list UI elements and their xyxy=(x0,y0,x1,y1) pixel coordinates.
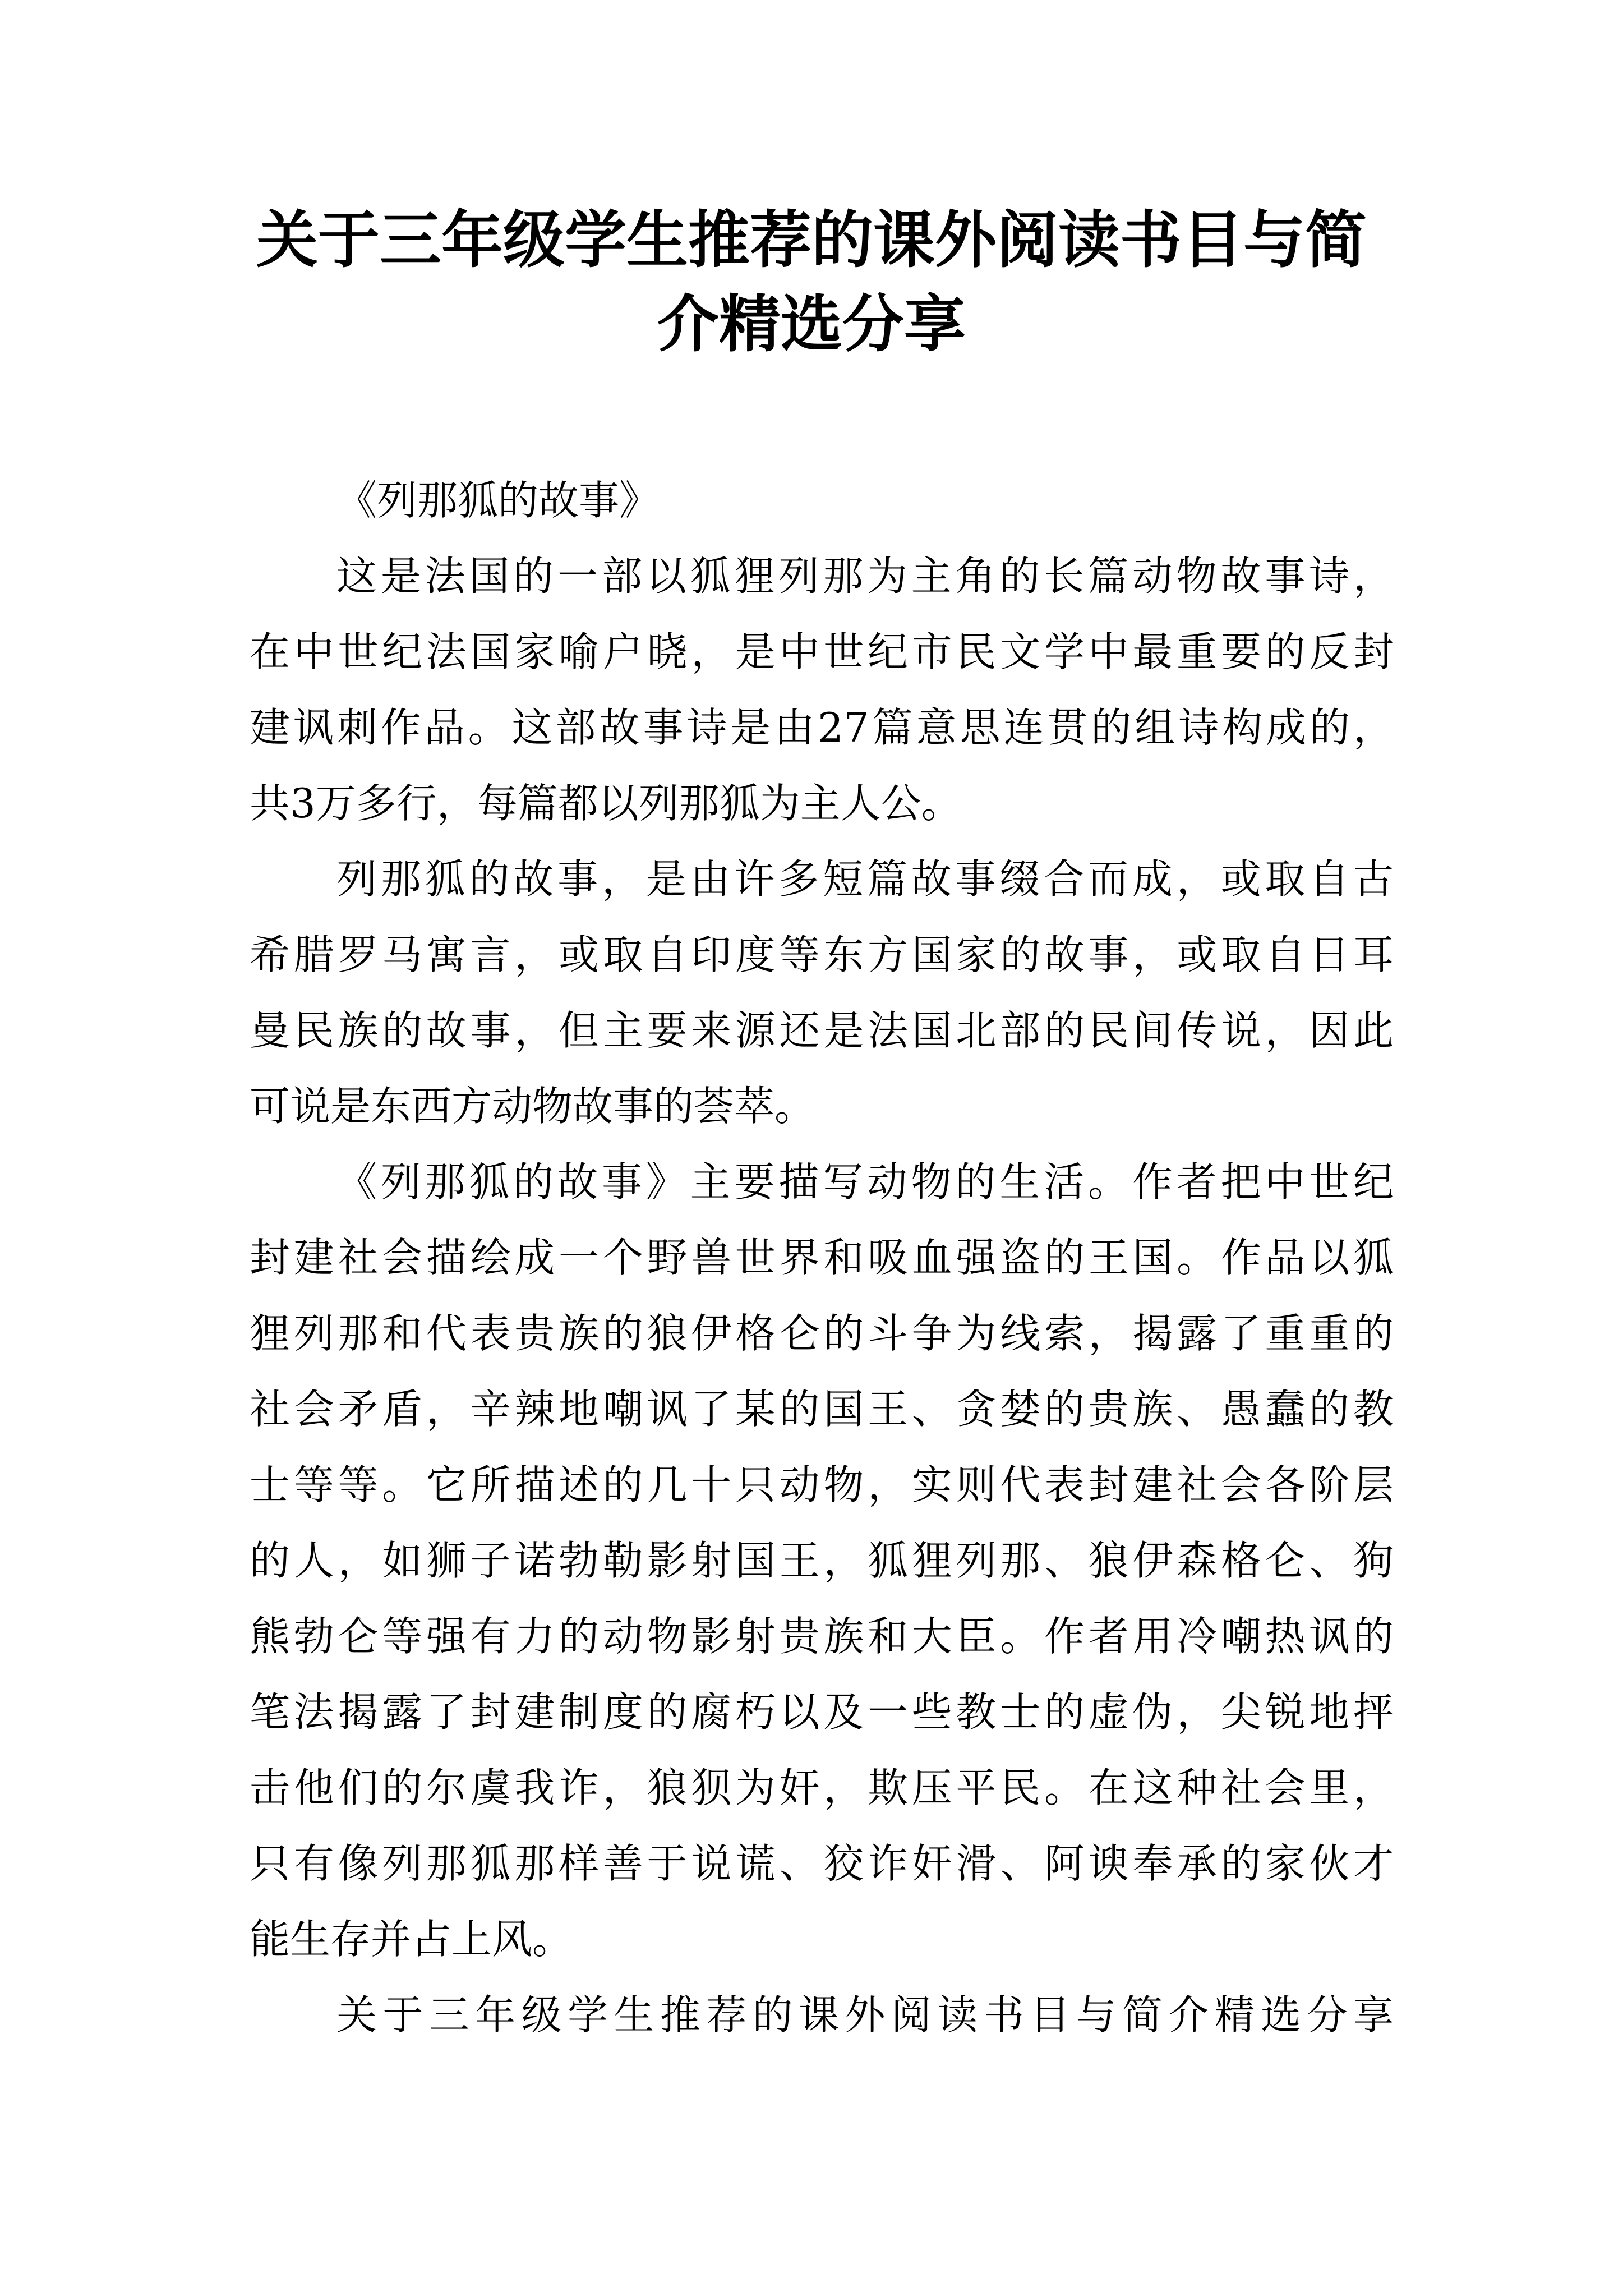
paragraph-3-line-8: 笔法揭露了封建制度的腐朽以及一些教士的虚伪，尖锐地抨 xyxy=(250,1688,1394,1736)
paragraph-2-line-4: 可说是东西方动物故事的荟萃。 xyxy=(250,1083,815,1130)
document-title-line-2: 介精选分享 xyxy=(657,288,966,360)
paragraph-3-line-2: 封建社会描绘成一个野兽世界和吸血强盗的王国。作品以狐 xyxy=(250,1234,1394,1281)
paragraph-3-line-5: 士等等。它所描述的几十只动物，实则代表封建社会各阶层 xyxy=(250,1461,1394,1508)
paragraph-2-line-1: 列那狐的故事，是由许多短篇故事缀合而成，或取自古 xyxy=(336,855,1394,903)
paragraph-1-line-4: 共3万多行，每篇都以列那狐为主人公。 xyxy=(250,780,962,827)
paragraph-2-line-3: 曼民族的故事，但主要来源还是法国北部的民间传说，因此 xyxy=(250,1007,1394,1054)
paragraph-3-line-10: 只有像列那狐那样善于说谎、狡诈奸滑、阿谀奉承的家伙才 xyxy=(250,1840,1394,1887)
paragraph-2-line-2: 希腊罗马寓言，或取自印度等东方国家的故事，或取自日耳 xyxy=(250,931,1394,978)
closing-line: 关于三年级学生推荐的课外阅读书目与简介精选分享 xyxy=(336,1991,1394,2039)
paragraph-1-line-2: 在中世纪法国家喻户晓，是中世纪市民文学中最重要的反封 xyxy=(250,628,1394,675)
document-title-line-1: 关于三年级学生推荐的课外阅读书目与简 xyxy=(256,204,1367,276)
paragraph-3-line-7: 熊勃仑等强有力的动物影射贵族和大臣。作者用冷嘲热讽的 xyxy=(250,1613,1394,1660)
paragraph-3-line-1: 《列那狐的故事》主要描写动物的生活。作者把中世纪 xyxy=(336,1158,1394,1205)
paragraph-3-line-3: 狸列那和代表贵族的狼伊格仑的斗争为线索，揭露了重重的 xyxy=(250,1310,1394,1357)
book-title: 《列那狐的故事》 xyxy=(336,477,660,524)
paragraph-3-line-6: 的人，如狮子诺勃勒影射国王，狐狸列那、狼伊森格仑、狗 xyxy=(250,1537,1394,1584)
paragraph-1-line-1: 这是法国的一部以狐狸列那为主角的长篇动物故事诗， xyxy=(336,553,1394,600)
paragraph-3-line-4: 社会矛盾，辛辣地嘲讽了某的国王、贪婪的贵族、愚蠢的教 xyxy=(250,1386,1394,1433)
paragraph-3-line-9: 击他们的尔虞我诈，狼狈为奸，欺压平民。在这种社会里， xyxy=(250,1764,1394,1811)
paragraph-1-line-3: 建讽刺作品。这部故事诗是由27篇意思连贯的组诗构成的， xyxy=(250,704,1394,751)
paragraph-3-line-11: 能生存并占上风。 xyxy=(250,1916,573,1963)
